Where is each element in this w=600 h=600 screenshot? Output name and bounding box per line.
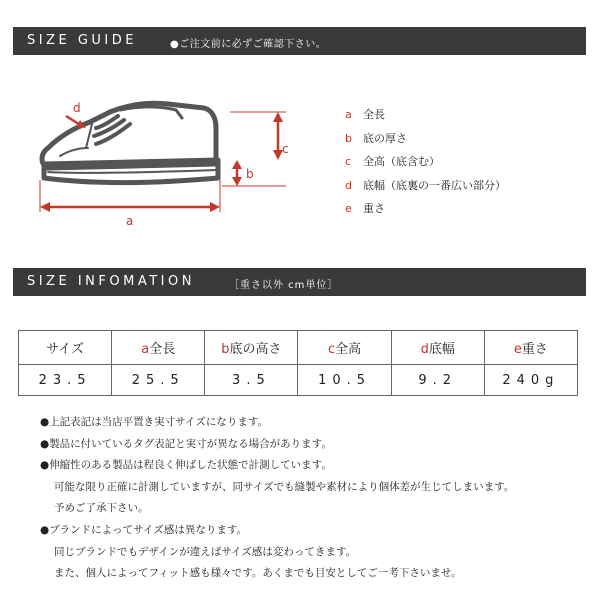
table-row [19, 365, 578, 396]
note-line: また、個人によってフィット感も様々です。あくまでも目安としてご一考下さいませ。 [54, 567, 462, 580]
legend-row [345, 174, 506, 198]
table-header: サイズ [19, 331, 112, 365]
header-key: d [420, 342, 429, 357]
header-label: 全高 [335, 342, 362, 357]
size-guide-title: SIZE GUIDE [27, 33, 137, 48]
header-label: 全長 [149, 342, 176, 357]
header-label: 底幅 [428, 342, 455, 357]
table-header [205, 331, 298, 365]
note-line: 同じブランドでもデザインが違えばサイズ感は変わってきます。 [54, 545, 356, 558]
table-cell: 3.5 [205, 365, 298, 396]
label-d: d [73, 101, 81, 115]
header-key: c [327, 342, 336, 357]
table-header-row [19, 331, 578, 365]
table-cell: 10.5 [298, 365, 391, 396]
table-cell: 9.2 [391, 365, 484, 396]
table-cell: 23.5 [19, 365, 112, 396]
sneaker-illustration [42, 103, 218, 182]
legend-key: e [345, 202, 352, 215]
legend-row [345, 103, 506, 127]
table-header [298, 331, 391, 365]
table-header [391, 331, 484, 365]
legend-key: a [345, 108, 352, 121]
legend-text: 重さ [363, 202, 385, 215]
note-line: ●製品に付いているタグ表記と実寸が異なる場合があります。 [40, 437, 332, 450]
header-key: e [513, 342, 522, 357]
dimension-legend [345, 103, 506, 221]
legend-row [345, 150, 506, 174]
note-line: ●伸縮性のある製品は程良く伸ばした状態で計測しています。 [40, 459, 332, 472]
size-guide-header [13, 27, 586, 55]
legend-text: 底幅（底裏の一番広い部分） [363, 178, 506, 192]
note-line: 予めご了承下さい。 [54, 502, 149, 515]
table-header [484, 331, 577, 365]
note-line: ●上記表記は当店平置き実寸サイズになります。 [40, 416, 268, 428]
note-line: ●ブランドによってサイズ感は異なります。 [40, 523, 247, 536]
legend-text: 全長 [363, 108, 385, 121]
size-guide-note: ●ご注文前に必ずご確認下さい。 [170, 39, 327, 50]
legend-text: 底の厚さ [363, 131, 407, 145]
legend-key: c [345, 155, 352, 168]
size-info-note: ［重さ以外 cm単位］ [229, 280, 339, 291]
size-info-header [13, 268, 586, 296]
size-table [18, 330, 578, 396]
label-c: c [282, 142, 289, 156]
table-cell: 240g [484, 365, 577, 396]
header-label: 重さ [521, 342, 548, 357]
legend-key: d [345, 178, 352, 192]
shoe-diagram [0, 60, 320, 240]
size-info-title: SIZE INFOMATION [27, 274, 195, 289]
table-cell: 25.5 [112, 365, 205, 396]
legend-row [345, 127, 506, 151]
header-key: a [141, 342, 150, 357]
notes-list [40, 412, 514, 585]
legend-row [345, 197, 506, 221]
header-key: b [221, 342, 230, 357]
table-header [112, 331, 205, 365]
note-line: 可能な限り正確に計測していますが、同サイズでも縫製や素材により個体差が生じてしまいます。 [54, 480, 515, 493]
header-label: 底の高さ [229, 342, 282, 357]
legend-text: 全高（底含む） [363, 155, 440, 168]
label-a: a [126, 214, 134, 228]
label-b: b [246, 167, 254, 181]
legend-key: b [345, 131, 352, 145]
